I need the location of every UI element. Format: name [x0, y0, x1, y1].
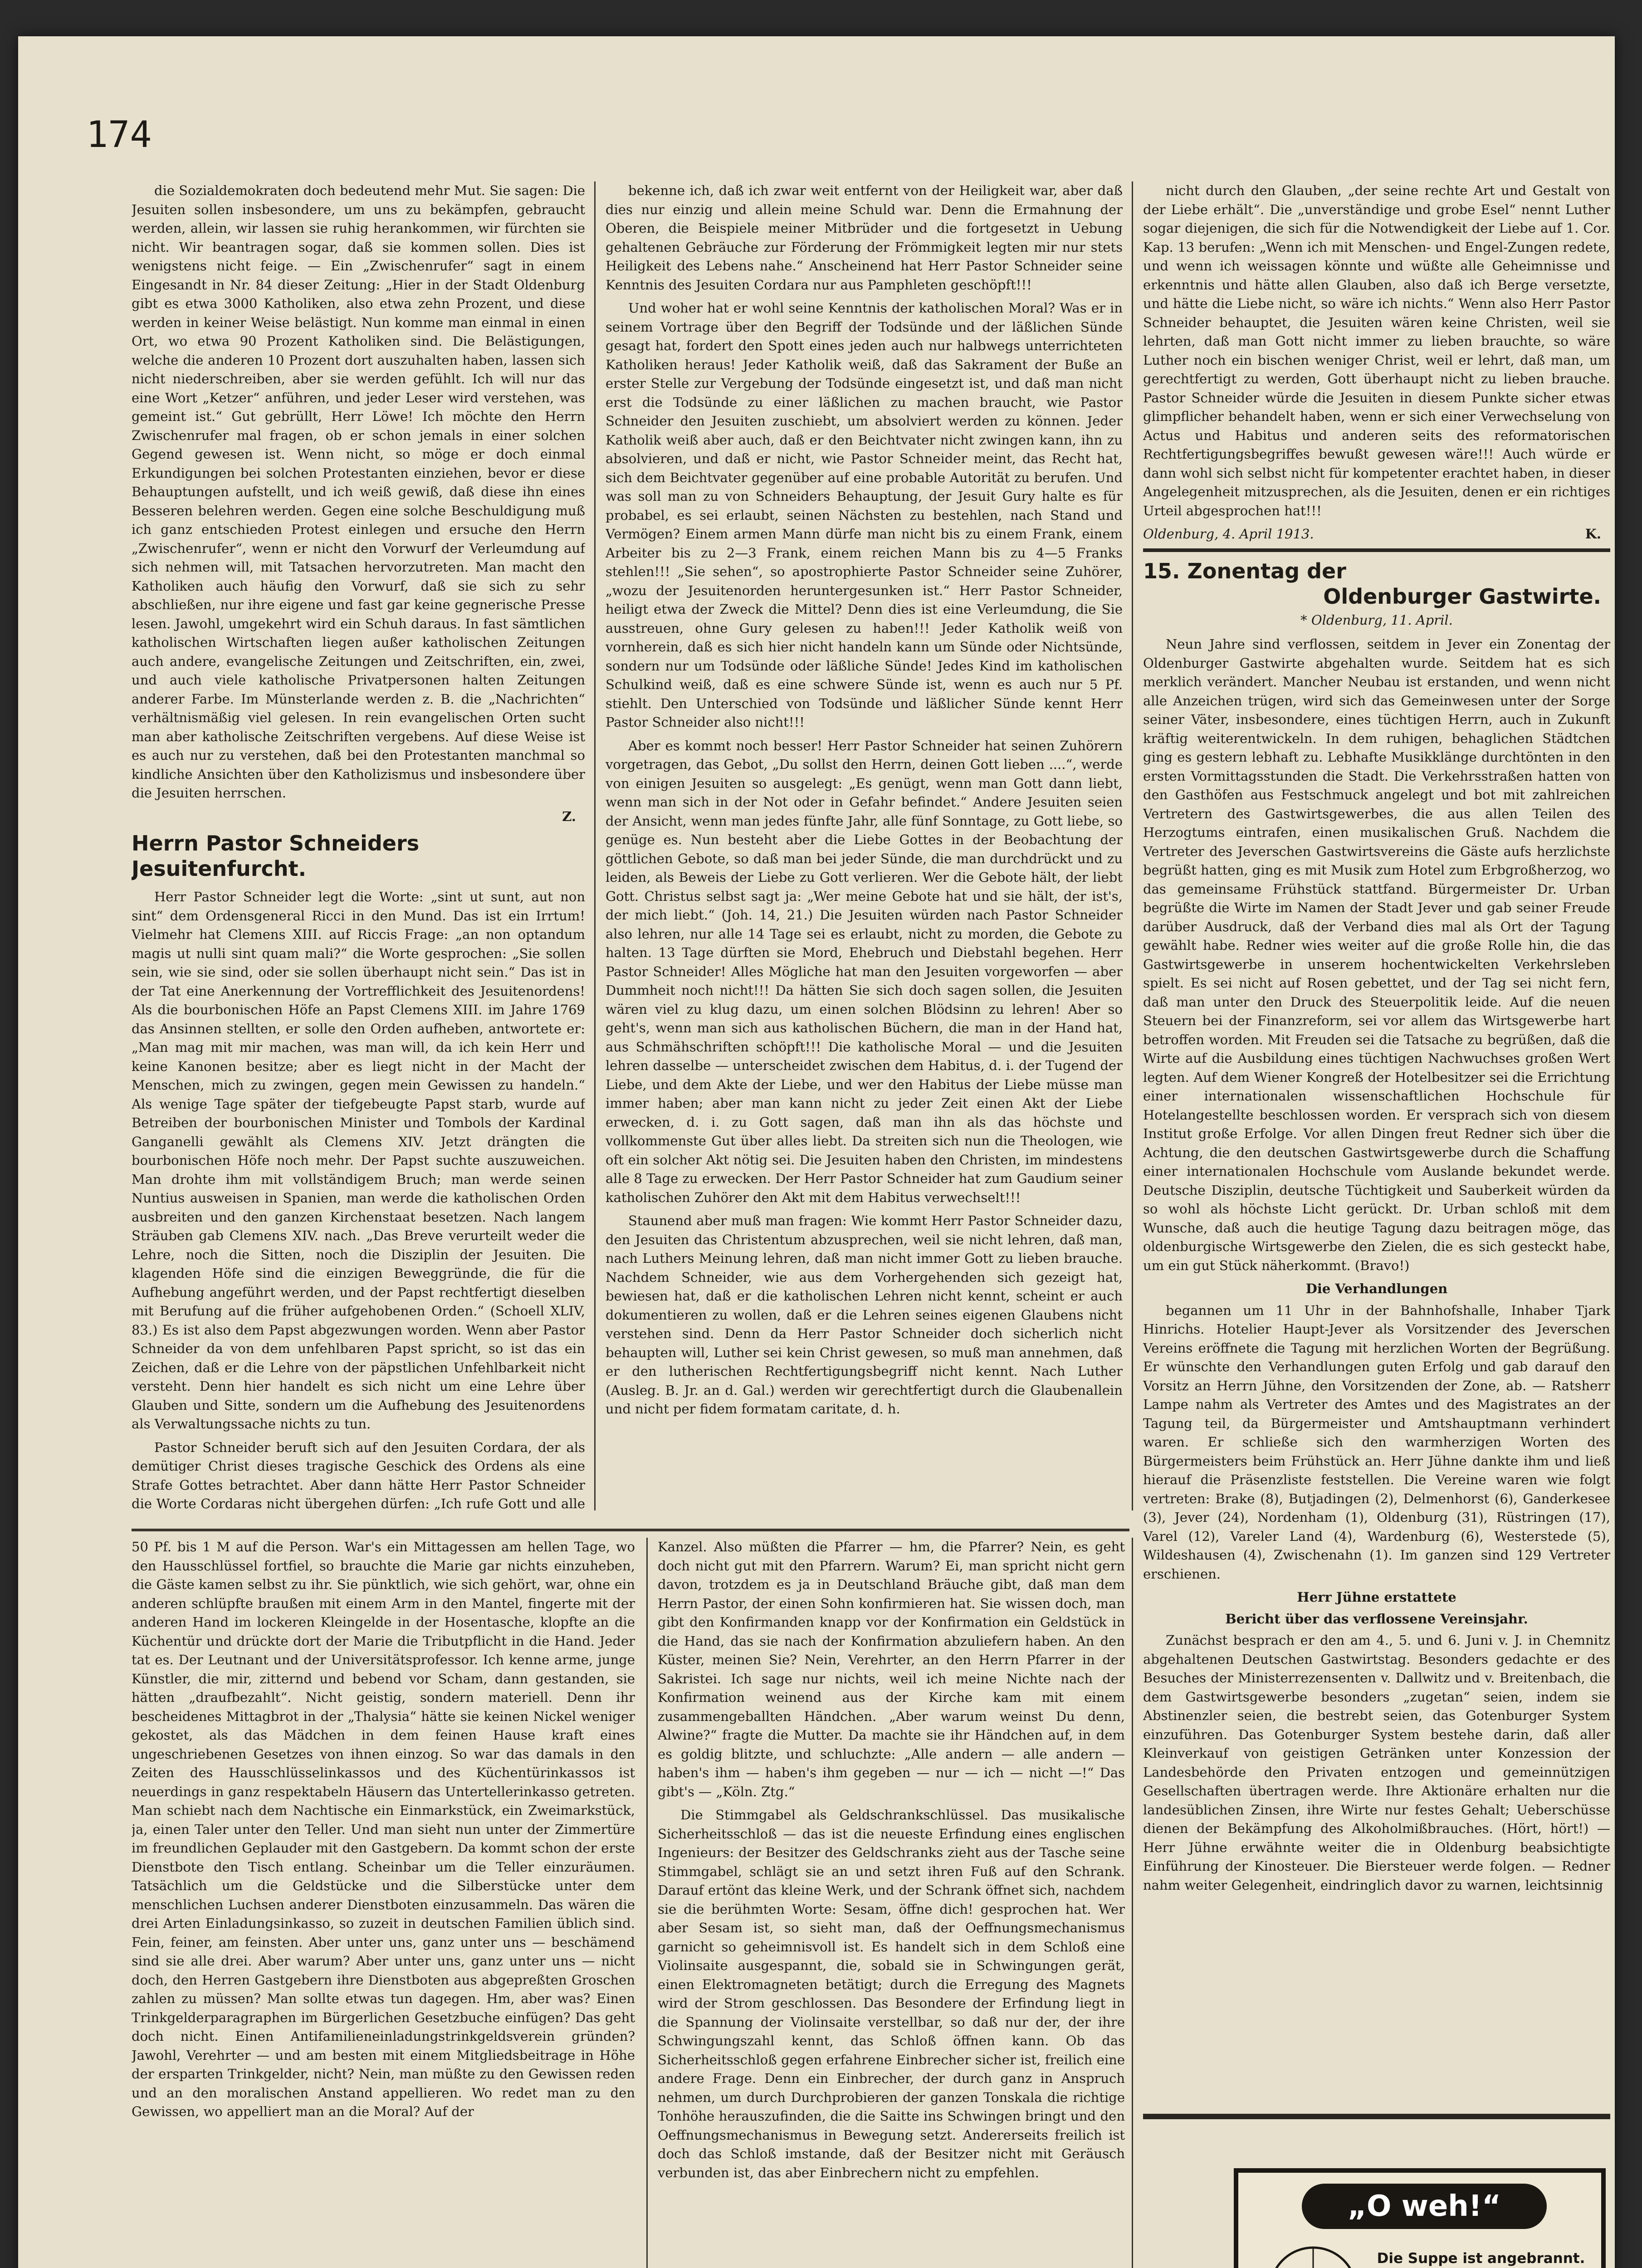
feuilleton-rule: [132, 1529, 1129, 1531]
article-subheading: Die Verhandlungen: [1305, 1281, 1448, 1296]
feuilleton-paragraph: 50 Pf. bis 1 M auf die Person. War's ein Mittagessen am hellen Tage, wo den Hausschlüssel fortfiel, so brauchte die Marie gar nichts einzuheben, die Gäste kamen selbst zu ihr. Sie pünktlich, wie sich gehört, war, ohne ein anderen schlüpfte braußen mit einem Arm in den Mantel, fingerte mit der anderen Hand im lockeren Kleingelde in der Hosentasche, klopfte an die Küchentür und drückte dort der Marie die Tributpflicht in die Hand. Jeder tat es. Der Leutnant und der Universitätsprofessor. Ich kenne arme, junge Künstler, die mir, zitternd und bebend vor Scham, dann gestanden, sie hätten „draufbezahlt“. Nicht geistig, sondern materiell. Denn ihr bescheidenes Mittagbrot in der „Thalysia“ hätte sie keinen Nickel weniger gekostet, als das Mädchen in dem feinen Hause kraft eines ungeschriebenen Gesetzes von ihnen einzog. So war das damals in den Zeiten des Hausschlüsselinkassos und des Küchentürinkassos ist neuerdings in ganz respektabeln Häusern das Untertellerinkasso getreten. Man schiebt nach dem Nachtische ein Einmarkstück, ein Zweimarkstück, ja, einen Taler unter den Teller. Und man sieht nun unter der Zimmertüre im freundlichen Geplauder mit den Gastgebern. Da kommt schon der erste Dienstbote den Tisch entlang. Scheinbar um die Teller einzuräumen. Tatsächlich um die Geldstücke und die Silberstücke unter dem menschlichen Luchsen anderer Dienstboten einzusammeln. Das wären die drei Arten Einladungsinkasso, so zuzeit in deutschen Familien üblich sind. Fein, feiner, am feinsten. Aber unter uns, ganz unter uns — beschämend sind sie alle drei. Aber warum? Aber unter uns, ganz unter uns — nicht doch, den Herren Gastgebern ihre Dienstboten aus abgepreßten Groschen zahlen zu müssen? Man sollte etwas tun dagegen. Hm, aber was? Einen Trinkgelderparagraphen im Bürgerlichen Gesetzbuche einfügen? Das geht doch nicht. Einen Antifamilieneinladungstrinkgeldsverein gründen? Jawohl, Verehrter — und am besten mit einem Mitgliedsbeitrage in Höhe der ersparten Trinkgelder, nicht? Nein, man müßte zu den Gewissen reden und an den moralischen Anstand appellieren. Wo redet man zu den Gewissen, wo appelliert man an die Moral? Auf der: [132, 1539, 635, 2119]
article-paragraph: Zunächst besprach er den am 4., 5. und 6. Juni v. J. in Chemnitz abgehaltenen Deutschen Gastwirtstag. Besonders gedachte er des Besuches der Ministerrezensenten v. Dallwitz und v. Breitenbach, die dem Gastwirtsgewerbe besonders „zugetan“ seien, indem sie Abstinenzler seien, die bestrebt seien, das Gotenburger System einzuführen. Das Gotenburger System bestehe darin, daß aller Kleinverkauf von geistigen Getränken unter Konzession der Landesbehörde den Privaten entzogen und gemeinnützigen Gesellschaften übertragen werde. Ihre Aktionäre erhalten nur die landesüblichen Zinsen, ihre Wirte nur festes Gehalt; Ueberschüsse dienen der Bekämpfung des Alkoholmißbrauches. (Hört, hört!) — Herr Jühne erwähnte weiter die in Oldenburg beabsichtigte Einführung der Kinosteuer. Die Biersteuer werde folgen. — Redner nahm weiter Gelegenheit, eindringlich davor zu warnen, leichtsinnig: [1143, 1633, 1610, 1893]
column-divider: [1132, 181, 1133, 1510]
balloon-illustration: [1256, 2241, 1370, 2268]
article-paragraph: Aber es kommt noch besser! Herr Pastor Schneider hat seinen Zuhörern vorgetragen, das Gebot, „Du sollst den Herrn, deinen Gott lieben ....“, werde von einigen Jesuiten so ausgelegt: „Es genügt, wenn man Gott dann liebt, wenn man sich in der Not oder in Gefahr befindet.“ Andere Jesuiten seien der Ansicht, wenn man jedes fünfte Jahr, alle fünf Sonntage, zu Gott liebe, so genüge es. Nun besteht aber die Liebe Gottes in der Beobachtung der göttlichen Gebote, so daß man bei jeder Sünde, die man durchdrückt und zu leiden, als Beweis der Liebe zu Gott verlieren. Wer die Gebote hält, der liebt Gott. Christus selbst sagt ja: „Wer meine Gebote hat und sie hält, der ist's, der mich liebt.“ (Joh. 14, 21.) Die Jesuiten würden nach Pastor Schneider also lehren, nur alle 14 Tage sei es erlaubt, nicht zu morden, die Gebote zu halten. 13 Tage dürften sie Mord, Ehebruch und Diebstahl begehen. Herr Pastor Schneider! Alles Mögliche hat man den Jesuiten vorgeworfen — aber Dummheit noch nicht!!! Da hätten Sie sich doch sagen sollen, die Jesuiten wären viel zu klug dazu, um einen solchen Blödsinn zu lehren! Aber so geht's, wenn man sich aus katholischen Büchern, die man in der Hand hat, aus Schmähschriften schöpft!!! Die katholische Moral — und die Jesuiten lehren dasselbe — unterscheidet zwischen dem Habitus, d. i. der Tugend der Liebe, und dem Akte der Liebe, und wer den Habitus der Liebe müsse man immer haben; aber man kann nicht zu jeder Zeit einen Akt der Liebe erwecken, d. i. zu Gott sagen, daß man ihn als das höchste und vollkommenste Gut über alles liebt. Da streiten sich nun die Theologen, wie oft ein solcher Akt nötig sei. Die Jesuiten haben den Christen, im mindestens alle 8 Tage zu erwecken. Der Herr Pastor Schneider hat zum Gaudium seiner katholischen Zuhörer den Akt mit dem Habitus verwechselt!!!: [606, 738, 1123, 1205]
article-subheading: Herr Jühne erstattete: [1297, 1589, 1456, 1605]
column-3: [1143, 181, 1610, 2105]
feuilleton-paragraph: Kanzel. Also müßten die Pfarrer — hm, die Pfarrer? Nein, es geht doch nicht gut mit den Pfarrern. Warum? Ei, man spricht nicht gern davon, trotzdem es ja in Deutschland Bräuche gibt, daß man dem Herrn Pastor, der einen Sohn konfirmieren hat. Sie wissen doch, man gibt den Konfirmanden knapp vor der Konfirmation ein Geldstück in die Hand, das sie nach der Konfirmation abzuliefern haben. An den Küster, meinen Sie? Nein, Verehrter, an den Herrn Pfarrer in der Sakristei. Ich sage nur nichts, weil ich meine Nichte nach der Konfirmation weinend aus der Kirche kam mit einem zusammengeballten Händchen. „Aber warum weinst Du denn, Alwine?“ fragte die Mutter. Da machte sie ihr Händchen auf, in dem es goldig blitzte, und schluchzte: „Alle andern — alle andern — haben's ihm — haben's ihm gegeben — nur — ich — nicht —!“ Das gibt's — „Köln. Ztg.“: [658, 1539, 1125, 1799]
article-paragraph: Herr Pastor Schneider legt die Worte: „sint ut sunt, aut non sint“ dem Ordensgeneral Ricci in den Mund. Das ist ein Irrtum! Vielmehr hat Clemens XIII. auf Riccis Frage: „an non optandum magis ut nulli sint quam mali?“ die Worte gesprochen: „Sie sollen sein, wie sie sind, oder sie sollen überhaupt nicht sein.“ Das ist in der Tat eine Anerkennung der Vortrefflichkeit des Jesuitenordens! Als die bourbonischen Höfe an Papst Clemens XIII. im Jahre 1769 das Ansinnen stellten, er solle den Orden aufheben, antwortete er: „Man mag mit mir machen, was man will, da ich kein Herr und keine Kanonen besitze; aber es liegt nicht in der Macht der Menschen, mich zu zwingen, gegen mein Gewissen zu handeln.“ Als wenige Tage später der tiefgebeugte Papst starb, wurde auf Betreiben der bourbonischen Minister und Tombols der Kardinal Ganganelli gewählt als Clemens XIV. Jetzt drängten die bourbonischen Höfe noch mehr. Der Papst suchte auszuweichen. Man drohte ihm mit vollständigem Bruch; man werde seinen Nuntius ausweisen in Spanien, man werde die katholischen Orden ausbreiten und den ganzen Kirchenstaat besetzen. Nach langem Sträuben gab Clemens XIV. nach. „Das Breve verurteilt weder die Lehre, noch die Sitten, noch die Disziplin der Jesuiten. Die klagenden Höfe sind die einzigen Beweggründe, die für die Aufhebung angeführt werden, und der Papst rechtfertigt dieselben mit Berufung auf die früher aufgehobenen Orden.“ (Schoell XLIV, 83.) Es ist also dem Papst abgezwungen worden. Wenn aber Pastor Schneider da von dem unfehlbaren Papst spricht, so ist das ein Zeichen, daß er die Lehre von der päpstlichen Unfehlbarkeit nicht versteht. Denn hier handelt es sich nicht um eine Lehre über Glauben und Sitte, sondern um die Aufhebung des Jesuitenordens als Verwaltungssache nichts zu tun.: [132, 889, 585, 1432]
column-divider: [1132, 1538, 1133, 2268]
article-signature: K.: [1585, 526, 1601, 542]
article-headline: [1143, 558, 1610, 609]
headline-line-2: Oldenburger Gastwirte.: [1323, 584, 1601, 609]
soup-cube-advertisement: [1234, 2168, 1606, 2268]
article-paragraph: Und woher hat er wohl seine Kenntnis der katholischen Moral? Was er in seinem Vortrage über den Begriff der Todsünde und der läßlichen Sünde gesagt hat, fordert den Spott eines jeden auch nur halbwegs unterrichteten Katholiken heraus! Jeder Katholik weiß, daß das Sakrament der Buße an erster Stelle zur Vergebung der Todsünde eingesetzt ist, und daß man nicht erst die Todsünde zu einer läßlichen zu machen braucht, wie Pastor Schneider den Jesuiten zuschiebt, um absolviert werden zu können. Jeder Katholik weiß aber auch, daß er den Beichtvater nicht zwingen kann, ihn zu absolvieren, und daß er nicht, wie Pastor Schneider meint, das Recht hat, sich dem Beichtvater gegenüber auf eine probable Autorität zu berufen. Und was soll man zu von Schneiders Behauptung, der Jesuit Gury halte es für probabel, es sei erlaubt, seinen Nächsten zu bestehlen, nach Stand und Vermögen? Einem armen Mann dürfe man nicht bis zu einem Frank, einem Arbeiter bis zu 2—3 Frank, einem reichen Mann bis zu 4—5 Franks stehlen!!! „Sie sehen“, so apostrophierte Pastor Schneider seine Zuhörer, „wozu der Jesuitenorden heruntergesunken ist.“ Herr Pastor Schneider, heiligt etwa der Zweck die Mittel? Denn dies ist eine Verleumdung, die Sie ausstreuen, ohne Gury gelesen zu haben!!! Jeder Katholik weiß von vornherein, daß es sich hier nicht handeln kann um Sünde oder Nichtsünde, sondern nur um Todsünde oder läßliche Sünde! Jedes Kind im katholischen Schulkind weiß, daß es eine schwere Sünde ist, wenn es auch nur 5 Pf. stiehlt. Den Unterschied von Todsünde und läßlicher Sünde kennt Herr Pastor Schneider also nicht!!!: [606, 300, 1123, 730]
article-footer: [1143, 525, 1601, 544]
advertisement-rule: [1143, 2114, 1610, 2119]
article-paragraph: bekenne ich, daß ich zwar weit entfernt von der Heiligkeit war, aber daß dies nur einzig und allein meine Schuld war. Denn die Ermahnung der Oberen, die Beispiele meiner Mitbrüder und die fortgesetzt in Uebung gehaltenen Gebräuche zur Förderung der Frömmigkeit legten mir nur stets Heiligkeit des Lebens nahe.“ Anscheinend hat Herr Pastor Schneider seine Kenntnis des Jesuiten Cordara nur aus Pamphleten geschöpft!!!: [606, 183, 1123, 293]
article-paragraph: Neun Jahre sind verflossen, seitdem in Jever ein Zonentag der Oldenburger Gastwirte abgehalten wurde. Seitdem hat es sich merklich verändert. Mancher Neubau ist erstanden, und wenn nicht alle Anzeichen trügen, wird sich das Gemeinwesen unter der Sorge seiner Väter, insbesondere, eines tüchtigen Herrn, auch in Zukunft kräftig weiterentwickeln. In dem ruhigen, behaglichen Städtchen ging es gestern lebhaft zu. Lebhafte Musikklänge durchtönten in den ersten Vormittagsstunden die Stadt. Die Verkehrsstraßen hatten von den Gasthöfen aus Festschmuck angelegt und bot mit zahlreichen Vertretern des Gastwirtsgewerbes, die aus allen Teilen des Herzogtums eintrafen, einen musikalischen Gruß. Nachdem die Vertreter des Jeverschen Gastwirtsvereins die Gäste aufs herzlichste begrüßt hatten, ging es mit Musik zum Hotel zum Erbgroßherzog, wo das gemeinsame Frühstück stattfand. Bürgermeister Dr. Urban begrüßte die Wirte im Namen der Stadt Jever und gab seiner Freude darüber Ausdruck, daß der Verband dies mal als Ort der Tagung gewählt habe. Redner wies weiter auf die große Rolle hin, die das Gastwirtsgewerbe in unserem hochentwickelten Verkehrsleben spielt. Es sei nicht auf Rosen gebettet, und der Tag sei nicht fern, daß man unter den Druck des Steuerpolitik leide. Auf die neuen Steuern bei der Finanzreform, sei vor allem das Wirtsgewerbe hart betroffen worden. Mit Freuden sei die Tatsache zu begrüßen, daß die Wirte auf die Ausbildung eines tüchtigen Nachwuchses großen Wert legten. Auf dem Wiener Kongreß der Hotelbesitzer sei die Errichtung einer internationalen wissenschaftlichen Hochschule für Hotelangestellte beschlossen worden. Er versprach sich von diesem Institut große Erfolge. Vor allen Dingen freut Redner sich über die Achtung, die den deutschen Gastwirtsgewerbe durch die Schaffung einer internationalen Hochschule vom Auslande bekundet werde. Deutsche Disziplin, deutsche Tüchtigkeit und Sauberkeit würden da so wohl als höchste Licht gerückt. Dr. Urban schloß mit dem Wunsche, daß auch die heutige Tagung dazu beitragen möge, das oldenburgische Wirtsgewerbe den Zielen, die es sich gesteckt habe, um ein gut Stück näherkommt. (Bravo!): [1143, 636, 1610, 1273]
column-1: [132, 181, 585, 1515]
page-number: 174: [86, 113, 152, 156]
newspaper-page: [18, 36, 1615, 2268]
article-signature: Z.: [562, 808, 576, 824]
column-2: [606, 181, 1123, 1515]
article-dateline: * Oldenburg, 11. April.: [1300, 612, 1453, 628]
article-continued-text: die Sozialdemokraten doch bedeutend mehr Mut. Sie sagen: Die Jesuiten sollen insbesondere, um uns zu bekämpfen, gebraucht werden, allein, wir lassen sie ruhig herankommen, wir fürchten sie nicht. Wir beantragen sogar, daß sie kommen sollen. Dies ist wenigstens nicht feige. — Ein „Zwischenrufer“ sagt in einem Eingesandt in Nr. 84 dieser Zeitung: „Hier in der Stadt Oldenburg gibt es etwa 3000 Katholiken, also etwa zehn Prozent, und diese werden in keiner Weise belästigt. Nun komme man einmal in einen Ort, wo etwa 90 Prozent Katholiken sind. Die Belästigungen, welche die anderen 10 Prozent dort auszuhalten haben, lassen sich nicht niederschreiben, aber sie werden gefühlt. Ich will nur das eine Wort „Ketzer“ anführen, und jeder Leser wird verstehen, was gemeint ist.“ Gut gebrüllt, Herr Löwe! Ich möchte den Herrn Zwischenrufer mal fragen, ob er schon jemals in einer solchen Gegend gewesen ist. Wenn nicht, so möge er doch einmal Erkundigungen bei solchen Protestanten einziehen, bevor er diese Behauptungen aufstellt, und ich weiß gewiß, daß diese ihn eines Besseren belehren werden. Gegen eine solche Beschuldigung muß ich ganz entschieden Protest einlegen und ersuche den Herrn „Zwischenrufer“, wenn er nicht den Vorwurf der Verleumdung auf sich nehmen will, mit Tatsachen hervorzutreten. Man macht den Katholiken auch häufig den Vorwurf, daß sie sich zu sehr abschließen, nur ihre eigene und fast gar keine gegnerische Presse lesen. Jawohl, umgekehrt wird ein Schuh daraus. In fast sämtlichen katholischen Wirtschaften liegen außer katholischen Zeitungen auch andere, evangelische Zeitungen und Zeitschriften, ein, zwei, und auch viele katholische Privatpersonen halten Zeitungen anderer Farbe. Im Münsterlande werden z. B. die „Nachrichten“ verhältnismäßig viel gelesen. In rein evangelischen Orten sucht man aber katholische Zeitschriften vergebens. Auf diese Weise ist es auch nur zu verstehen, daß bei den Protestanten manchmal so kindliche Ansichten über den Katholizismus und insbesondere über die Jesuiten herrschen.: [132, 183, 585, 801]
article-paragraph: Staunend aber muß man fragen: Wie kommt Herr Pastor Schneider dazu, den Jesuiten das Christentum abzusprechen, weil sie nicht lehren, daß man, nach Luthers Meinung lehren, daß man nicht immer Gott zu lieben brauche. Nachdem Schneider, wie aus dem Vorhergehenden sich gezeigt hat, bewiesen hat, daß er die katholischen Lehren nicht kennt, scheint er auch dokumentieren zu wollen, daß er die Lehren seines eigenen Glaubens nicht verstehen sind. Denn da Herr Pastor Schneider doch sicherlich nicht behaupten will, Luther sei kein Christ gewesen, so muß man annehmen, daß er den lutherischen Rechtfertigungsbegriff nicht kennt. Nach Luther (Ausleg. B. Jr. an d. Gal.) werden wir gerechtfertigt durch die Glaubenallein und nicht per fidem formatam caritate, d. h.: [606, 1213, 1123, 1417]
column-divider: [594, 181, 596, 1510]
article-headline: Herrn Pastor Schneiders Jesuitenfurcht.: [132, 831, 420, 881]
article-subheading: Bericht über das verflossene Vereinsjahr.: [1225, 1611, 1528, 1627]
feuilleton-column-right: [658, 1538, 1125, 2268]
ad-text: [1374, 2250, 1588, 2268]
article-paragraph: Pastor Schneider beruft sich auf den Jesuiten Cordara, der als demütiger Christ dieses tragische Geschick des Ordens als eine Strafe Gottes betrachtet. Aber dann hätte Herr Pastor Schneider die Worte Cordaras nicht übergehen dürfen: „Ich rufe Gott und alle: [132, 1439, 585, 1511]
feuilleton-column-left: [132, 1538, 635, 2268]
section-rule: [1143, 548, 1610, 552]
headline-line-1: 15. Zonentag der: [1143, 558, 1346, 583]
feuilleton-paragraph: Die Stimmgabel als Geldschrankschlüssel. Das musikalische Sicherheitsschloß — das ist die neueste Erfindung eines englischen Ingenieurs: der Besitzer des Geldschranks zieht aus der Tasche seine Stimmgabel, schlägt sie an und setzt ihren Fuß auf den Schrank. Darauf ertönt das kleine Werk, und der Schrank öffnet sich, nachdem sie die berühmten Worte: Sesam, öffne dich! gesprochen hat. Wer aber Sesam ist, so sieht man, daß der Oeffnungsmechanismus garnicht so geheimnisvoll ist. Es handelt sich in dem Schloß eine Violinsaite ausgespannt, die, sobald sie in Schwingungen gerät, einen Elektromagneten betätigt; durch die Erregung des Magnets wird der Strom geschlossen. Das Besondere der Erfindung liegt in die Spannung der Violinsaite verstellbar, so daß nur der, der ihre Schwingungszahl kennt, das Schloß öffnen kann. Ob das Sicherheitsschloß gegen erfahrene Einbrecher sicher ist, freilich eine andere Frage. Denn ein Einbrecher, der durch ganz in Anspruch nehmen, um durch Durchprobieren der ganzen Tonskala die richtige Tonhöhe herauszufinden, die die Saitte ins Schwingen bringt und den Oeffnungsmechanismus in Bewegung setzt. Andererseits freilich ist doch das Schloß imstande, daß der Besitzer nicht mit Geräusch verbunden ist, das aber Einbrechern nicht zu empfehlen.: [658, 1807, 1125, 2180]
article-continued-text: nicht durch den Glauben, „der seine rechte Art und Gestalt von der Liebe erhält“. Die „unverständige und grobe Esel“ nennt Luther sogar diejenigen, die sich für die Notwendigkeit der Liebe auf 1. Cor. Kap. 13 berufen: „Wenn ich mit Menschen- und Engel-Zungen redete, und wenn ich weissagen könnte und wüßte alle Geheimnisse und erkenntnis und hätte allen Glauben, also daß ich Berge versetzte, und hätte die Liebe nicht, so wäre ich nichts.“ Wenn also Herr Pastor Schneider behauptet, die Jesuiten wären keine Christen, weil sie lehrten, daß man Gott nicht immer zu lieben brauchte, so wäre Luther noch ein bischen weniger Christ, weil er lehrt, daß man, um gerechtfertigt zu werden, Gott überhaupt nicht zu lieben brauche. Pastor Schneider würde die Jesuiten in diesem Punkte sicher etwas glimpflicher behandelt haben, wenn er sich einer Verwechselung von Actus und Habitus und anderen seits des reformatorischen Rechtfertigungsbegriffes bewußt gewesen wäre!!! Auch würde er dann wohl sich selbst nicht für kompetenter erachtet haben, in dieser Angelegenheit mitzusprechen, als die Jesuiten, denen er ein richtiges Urteil abgesprochen hat!!!: [1143, 183, 1610, 518]
article-dateline: Oldenburg, 4. April 1913.: [1143, 526, 1314, 542]
ad-headline: Die Suppe ist angebrannt.: [1377, 2250, 1585, 2267]
article-paragraph: begannen um 11 Uhr in der Bahnhofshalle, Inhaber Tjark Hinrichs. Hotelier Haupt-Jever als Vorsitzender des Jeverschen Vereins eröffnete die Tagung mit herzlichen Worten der Begrüßung. Er wünschte den Verhandlungen guten Erfolg und gab darauf den Vorsitz an Herrn Jühne, den Vorsitzenden der Zone, ab. — Ratsherr Lampe nahm als Vertreter des Amtes und des Magistrates an der Tagung teil, da Bürgermeister und Amtshauptmann verhindert waren. Er schließe sich den warmherzigen Worten des Bürgermeisters beim Frühstück an. Herr Jühne dankte ihm und ließ hierauf die Präsenzliste feststellen. Die Vereine waren wie folgt vertreten: Brake (8), Butjadingen (2), Delmenhorst (6), Ganderkesee (3), Jever (24), Nordenham (1), Oldenburg (31), Rüstringen (17), Varel (12), Vareler Land (4), Wardenburg (6), Westerstede (5), Wildeshausen (4), Zwischenahn (1). Im ganzen sind 129 Vertreter erschienen.: [1143, 1302, 1610, 1582]
column-divider: [646, 1538, 648, 2268]
ad-banner: „O weh!“: [1302, 2184, 1547, 2229]
